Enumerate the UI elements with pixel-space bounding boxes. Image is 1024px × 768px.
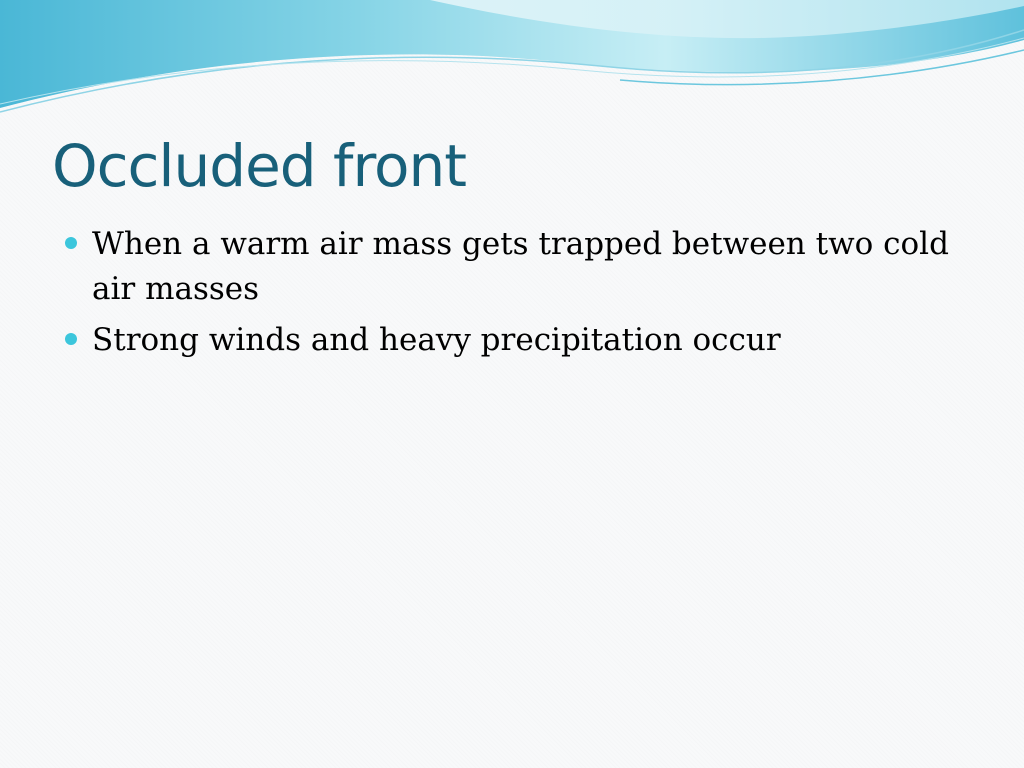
bullet-icon (65, 333, 77, 345)
bullet-list (62, 222, 962, 369)
bullet-icon (65, 237, 77, 249)
bullet-text: Strong winds and heavy precipitation occur (92, 322, 781, 358)
bullet-text: When a warm air mass gets trapped between two cold air masses (92, 226, 949, 307)
wave-decoration (0, 0, 1024, 130)
bullet-item (62, 318, 962, 363)
slide-title: Occluded front (52, 132, 467, 200)
bullet-item (62, 222, 962, 312)
